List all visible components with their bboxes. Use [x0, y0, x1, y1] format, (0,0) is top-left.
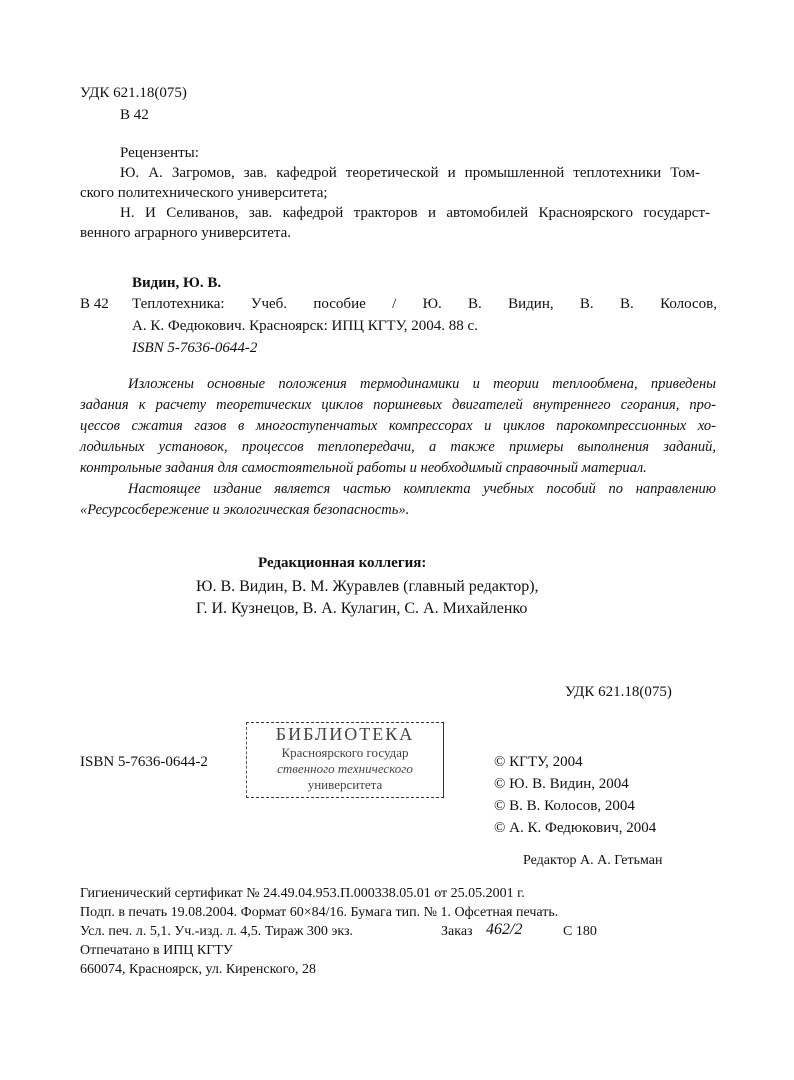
board-title: Редакционная коллегия: [258, 555, 427, 571]
reviewer-2: Н. И Селиванов, зав. кафедрой тракторов и автомобилей Красноярского государст- [120, 205, 710, 221]
imprint-line: Гигиенический сертификат № 24.49.04.953.П.000338.05.01 от 25.05.2001 г. [80, 886, 525, 901]
catalog-isbn: ISBN 5-7636-0644-2 [132, 340, 258, 356]
abstract-line: «Ресурсосбережение и экологическая безопасность». [80, 502, 410, 518]
catalog-title: Теплотехника: Учеб. пособие / Ю. В. Видин, В. В. Колосов, [132, 296, 717, 312]
abstract-line: задания к расчету теоретических циклов поршневых двигателей внутреннего сгорания, про- [80, 397, 716, 413]
catalog-publisher: А. К. Федюкович. Красноярск: ИПЦ КГТУ, 2004. 88 с. [132, 318, 478, 334]
abstract-line: Изложены основные положения термодинамики и теории теплообмена, приведены [128, 376, 716, 392]
imprint-line: Усл. печ. л. 5,1. Уч.-изд. л. 4,5. Тираж 300 экз. [80, 924, 354, 939]
catalog-author: Видин, Ю. В. [132, 275, 222, 291]
abstract-line: лодильных установок, процессов теплопередачи, а также примеры выполнения заданий, [80, 439, 716, 455]
stamp-line: университета [307, 777, 383, 792]
copyright: © В. В. Колосов, 2004 [494, 798, 635, 814]
library-stamp [246, 722, 444, 798]
imprint-line: 660074, Красноярск, ул. Киренского, 28 [80, 962, 317, 977]
abstract-line: Настоящее издание является частью комплекта учебных пособий по направлению [128, 481, 716, 497]
board-members: Ю. В. Видин, В. М. Журавлев (главный редактор), [196, 578, 539, 595]
copyright: © КГТУ, 2004 [494, 754, 583, 770]
reviewer-2-cont: венного аграрного университета. [80, 225, 292, 241]
abstract-line: контрольные задания для самостоятельной работы и необходимый справочный материал. [80, 460, 647, 476]
order-label: Заказ [441, 924, 473, 939]
imprint-line: Подп. в печать 19.08.2004. Формат 60×84/16. Бумага тип. № 1. Офсетная печать. [80, 905, 559, 920]
code-top: В 42 [120, 107, 149, 123]
imprint-line: Отпечатано в ИПЦ КГТУ [80, 943, 233, 958]
reviewer-1: Ю. А. Загромов, зав. кафедрой теоретической и промышленной теплотехники Том- [120, 165, 700, 181]
stamp-line: ственного технического [277, 761, 413, 776]
board-members: Г. И. Кузнецов, В. А. Кулагин, С. А. Михайленко [196, 600, 528, 617]
stamp-line: Красноярского государ [281, 745, 409, 760]
isbn-bottom: ISBN 5-7636-0644-2 [80, 754, 208, 770]
order-number: 462/2 [486, 921, 523, 938]
copyright: © Ю. В. Видин, 2004 [494, 776, 629, 792]
editor: Редактор А. А. Гетьман [523, 853, 663, 868]
reviewer-1-cont: ского политехнического университета; [80, 185, 328, 201]
copyright: © А. К. Федюкович, 2004 [494, 820, 657, 836]
stamp-line: БИБЛИОТЕКА [275, 724, 415, 744]
udk-bottom: УДК 621.18(075) [565, 684, 672, 700]
abstract-line: цессов сжатия газов в многоступенчатых компрессорах и циклов парокомпрессионных хо- [80, 418, 716, 434]
catalog-code: В 42 [80, 296, 109, 312]
reviewers-title: Рецензенты: [120, 145, 199, 161]
udk-top: УДК 621.18(075) [80, 85, 187, 101]
print-code: С 180 [563, 924, 597, 939]
